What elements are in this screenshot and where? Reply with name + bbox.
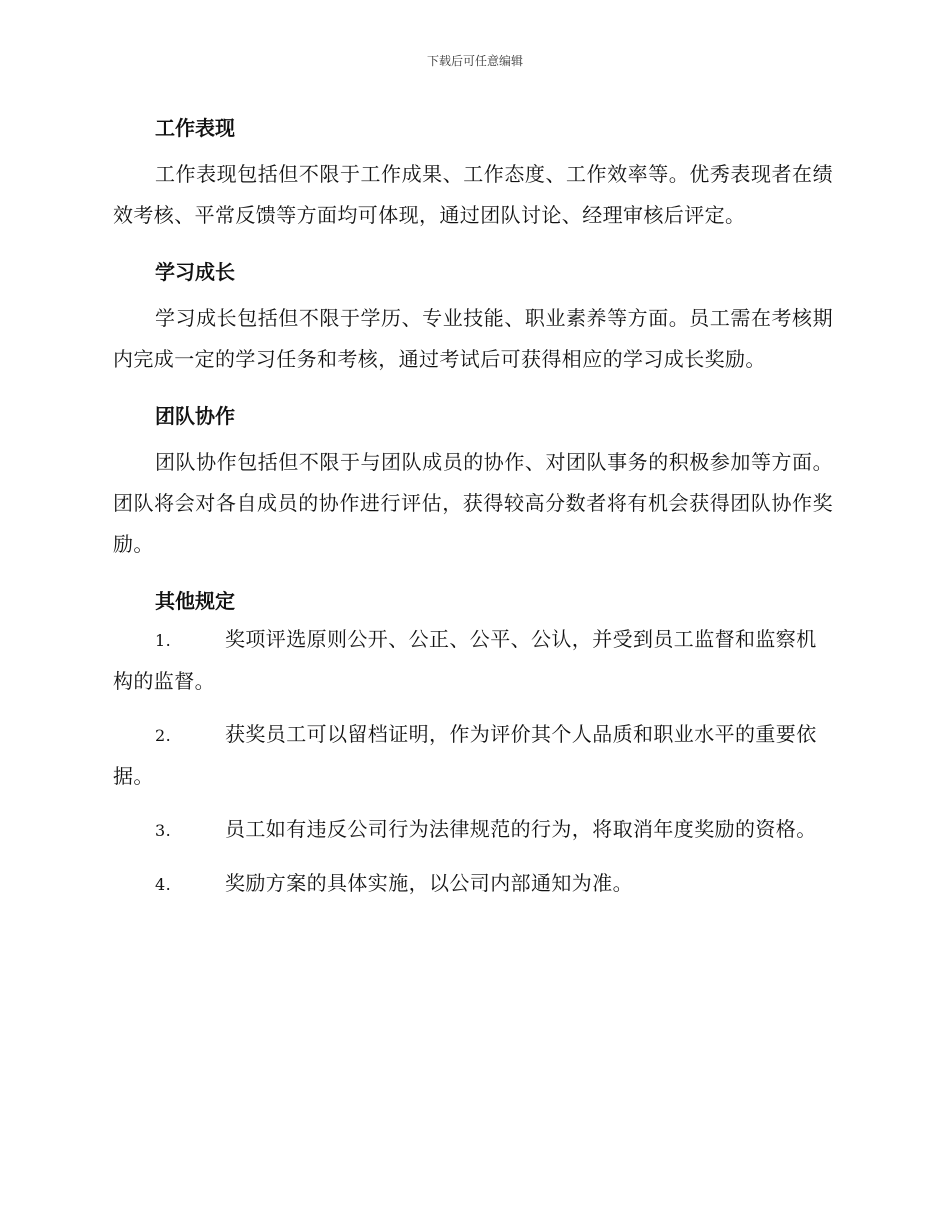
rule-text: 员工如有违反公司行为法律规范的行为，将取消年度奖励的资格。 — [225, 817, 817, 841]
rule-number: 3. — [155, 821, 172, 840]
section-body-teamwork: 团队协作包括但不限于与团队成员的协作、对团队事务的积极参加等方面。团队将会对各自成员的协作进行评估，获得较高分数者将有机会获得团队协作奖励。 — [113, 450, 833, 556]
section-body-work-performance: 工作表现包括但不限于工作成果、工作态度、工作效率等。优秀表现者在绩效考核、平常反馈等方面均可体现，通过团队讨论、经理审核后评定。 — [113, 162, 833, 227]
document-body — [113, 110, 833, 917]
rule-item-3 — [113, 809, 833, 851]
section-heading-learning-growth: 学习成长 — [155, 260, 235, 284]
rule-item-4 — [113, 863, 833, 905]
rule-item-1 — [113, 619, 833, 702]
rule-item-2 — [113, 714, 833, 797]
rule-number: 4. — [155, 875, 172, 894]
rule-text: 奖项评选原则公开、公正、公平、公认，并受到员工监督和监察机构的监督。 — [113, 627, 817, 693]
page-header: 下载后可任意编辑 — [426, 54, 523, 68]
section-body-learning-growth: 学习成长包括但不限于学历、专业技能、职业素养等方面。员工需在考核期内完成一定的学习任务和考核，通过考试后可获得相应的学习成长奖励。 — [113, 306, 833, 371]
rule-number: 1. — [155, 631, 172, 650]
rule-text: 获奖员工可以留档证明，作为评价其个人品质和职业水平的重要依据。 — [113, 722, 817, 788]
section-heading-teamwork: 团队协作 — [155, 404, 235, 428]
rule-number: 2. — [155, 726, 172, 745]
rule-text: 奖励方案的具体实施，以公司内部通知为准。 — [225, 871, 633, 895]
section-heading-work-performance: 工作表现 — [155, 116, 235, 140]
section-heading-other-rules: 其他规定 — [155, 589, 235, 613]
